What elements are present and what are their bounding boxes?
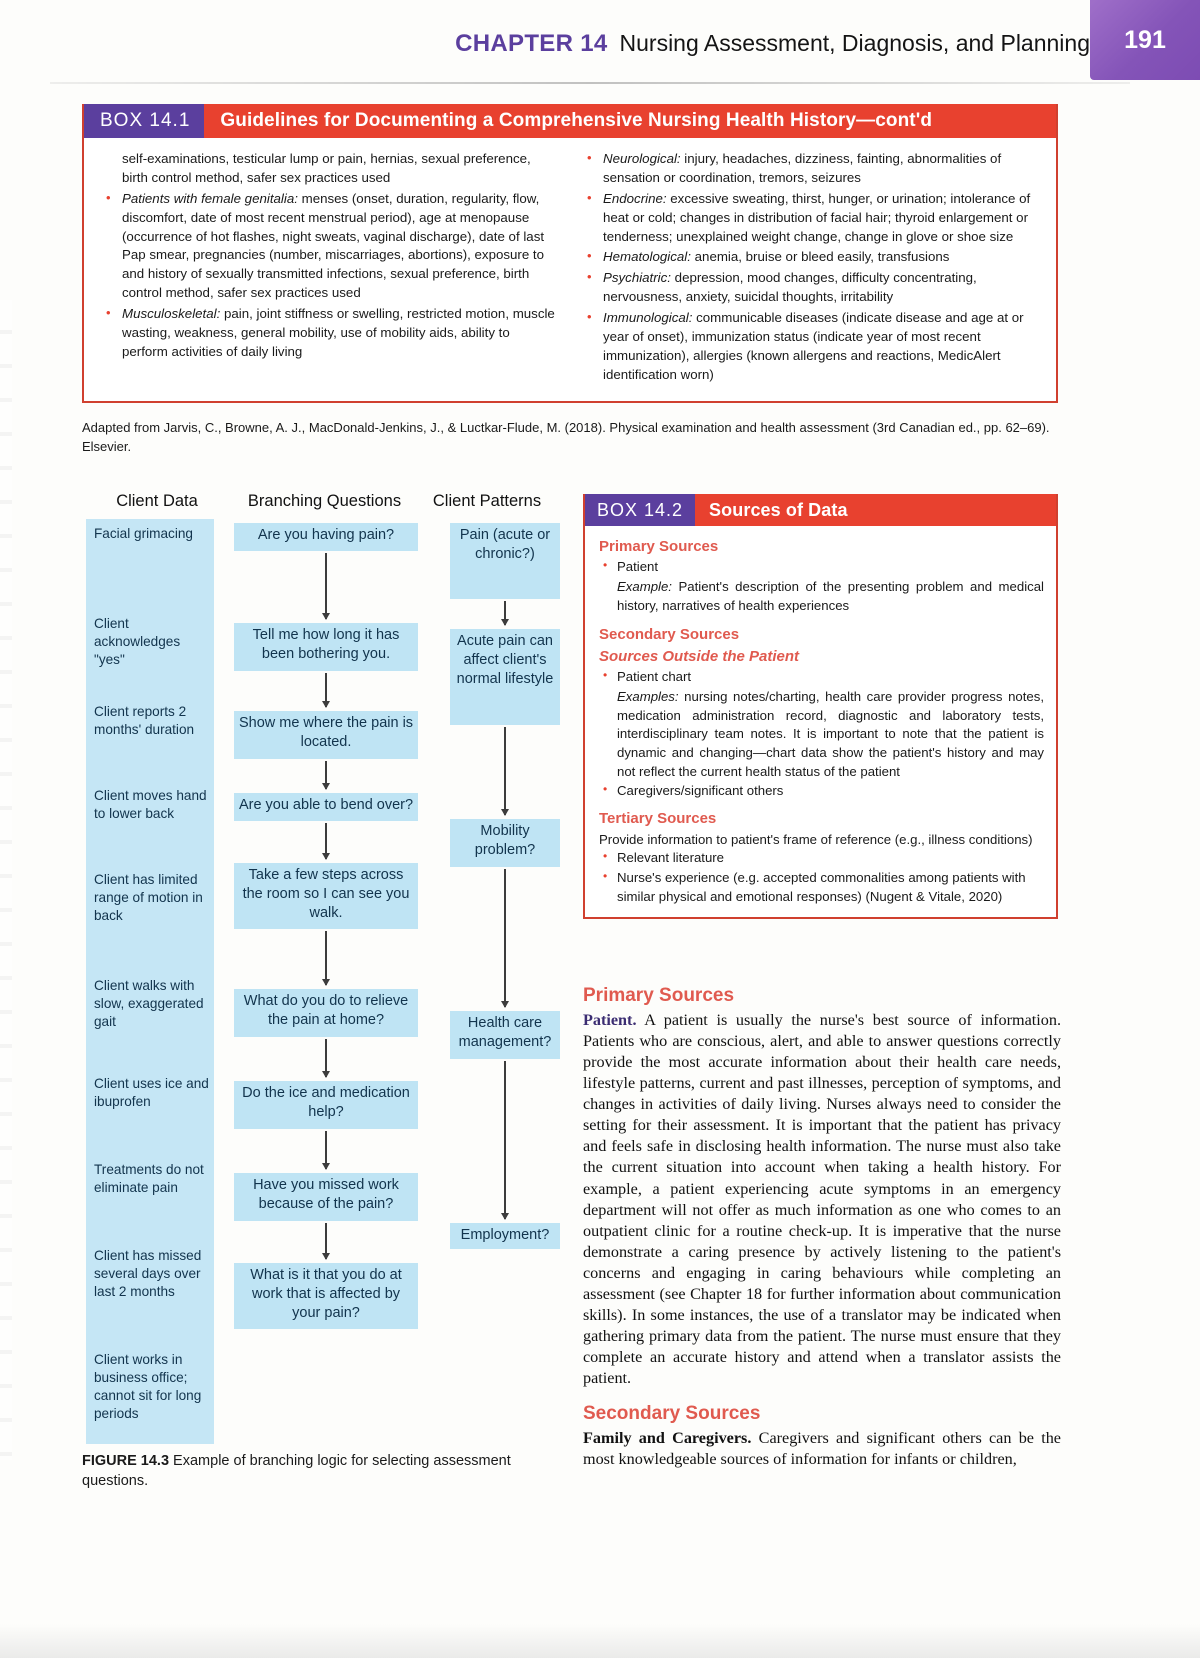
page-number-tab — [1090, 0, 1200, 80]
flow-arrow — [504, 727, 506, 815]
branching-question-box: Are you able to bend over? — [234, 793, 418, 821]
column-header-branching-questions: Branching Questions — [247, 492, 402, 510]
flow-arrow — [325, 1223, 327, 1259]
list-item — [102, 305, 557, 362]
box-14-1-title: Guidelines for Documenting a Comprehensive Nursing Health History—cont'd — [220, 110, 933, 131]
term-label: Immunological: — [603, 310, 693, 325]
term-text: depression, mood changes, difficulty concentrating, nervousness, anxiety, suicidal thoughts, irritability — [603, 270, 977, 305]
figure-body — [82, 519, 562, 1449]
run-in-head-family: Family and Caregivers. — [583, 1429, 752, 1448]
page-number: 191 — [1124, 25, 1166, 54]
box-14-1-continued-text: self-examinations, testicular lump or pain, hernias, sexual preference, birth control method, safer sex practices used — [122, 151, 531, 185]
branching-question-box: Do the ice and medication help? — [234, 1081, 418, 1129]
run-in-head-patient: Patient. — [583, 1011, 637, 1029]
term-label: Psychiatric: — [603, 270, 671, 286]
client-data-item: Client has missed several days over last 2 months — [94, 1248, 202, 1299]
header-rule — [50, 82, 1130, 84]
box-14-1 — [82, 104, 1058, 403]
term-text: pain, joint stiffness or swelling, restricted motion, muscle wasting, weakness, general mobility, use of mobility aids, ability to perform activities of daily living — [122, 306, 555, 359]
box-14-2-tag: BOX 14.2 — [585, 494, 695, 526]
figure-column-headers — [82, 492, 562, 511]
box-14-2-secondary-list-2 — [599, 782, 1044, 801]
heading-primary-sources: Primary Sources — [583, 985, 735, 1006]
box-14-1-header — [84, 104, 1056, 138]
column-header-client-patterns: Client Patterns — [432, 492, 542, 510]
box-14-1-right-column — [583, 150, 1038, 387]
flow-arrow — [325, 823, 327, 859]
flow-arrow — [325, 1039, 327, 1077]
list-item — [583, 309, 1038, 385]
box-14-2-primary-heading: Primary Sources — [599, 538, 719, 555]
box-14-2-title: Sources of Data — [709, 499, 848, 520]
box-14-1-body — [84, 138, 1056, 401]
box-14-1-left-list — [102, 190, 557, 362]
example-text: Patient's description of the presenting problem and medical history, narratives of health experiences — [617, 579, 1044, 613]
scan-edge-artifact — [0, 300, 12, 1460]
term-text: injury, headaches, dizziness, fainting, abnormalities of sensation or coordination, tremors, seizures — [603, 151, 1002, 185]
flow-arrow — [504, 601, 506, 625]
paragraph-text: A patient is usually the nurse's best source of information. Patients who are conscious, alert, and able to answer questions correctly provide the most accurate information about their health care needs, lifestyle patterns, current and past illnesses, perception of symptoms, and changes in activities of daily living. Nurses always need to consider the setting for their assessment. It is important that the patient has privacy and feels safe in disclosing health information. The nurse must also take the current situation into account when taking a health history. For example, a patient experiencing acute symptoms in an emergency department will not offer as much information as one who comes to an outpatient clinic for a routine check-up. It is imperative that the nurse demonstrate a caring presence by actively listening to the patient's concerns and engaging in caring behaviours while completing an assessment (see Chapter 18 for further information about communication skills). In some instances, the use of a translator may be indicated when gathering primary data from the patient. The nurse must ensure that they complete an accurate history and attend when a translator assists the patient. — [583, 1011, 1061, 1388]
flow-arrow — [325, 1131, 327, 1169]
branching-question-box: What do you do to relieve the pain at home? — [234, 989, 418, 1037]
client-data-item: Treatments do not eliminate pain — [94, 1162, 204, 1195]
flow-arrow — [325, 553, 327, 619]
client-data-item: Client moves hand to lower back — [94, 788, 207, 821]
branching-question-box: Are you having pain? — [234, 523, 418, 551]
client-pattern-box: Mobility problem? — [450, 819, 560, 867]
box-14-2-header — [585, 494, 1056, 526]
client-pattern-box: Pain (acute or chronic?) — [450, 523, 560, 599]
list-item — [583, 190, 1038, 247]
client-data-item: Client works in business office; cannot sit for long periods — [94, 1352, 202, 1421]
figure-14-3 — [82, 492, 562, 1452]
term-text: anemia, bruise or bleed easily, transfusions — [690, 249, 950, 265]
flow-arrow — [504, 1061, 506, 1219]
example-label: Examples: — [617, 688, 679, 704]
figure-caption-text: Example of branching logic for selecting assessment questions. — [82, 1453, 511, 1489]
running-head-title: Nursing Assessment, Diagnosis, and Planning — [619, 30, 1090, 56]
list-item: • Relevant literature — [599, 849, 1044, 868]
paragraph-family-caregivers — [583, 1428, 1061, 1470]
client-data-item: Client has limited range of motion in back — [94, 872, 203, 923]
box-14-1-left-column — [102, 150, 557, 387]
term-text: excessive sweating, thirst, hunger, or urination; intolerance of heat or cold; changes in distribution of facial hair; thyroid enlargement or tenderness; unexplained weight change, change in glove or shoe size — [603, 190, 1031, 244]
box-14-2-secondary-subheading: Sources Outside the Patient — [599, 647, 800, 665]
client-data-item: Client walks with slow, exaggerated gait — [94, 978, 204, 1029]
box-14-2-secondary-example — [599, 688, 1044, 782]
term-text: communicable diseases (indicate disease and age at or year of onset), immunization status (indicate year of most recent immunization), allergies (known allergens and reactions, MedicAlert identification worn) — [603, 310, 1024, 382]
heading-secondary-sources: Secondary Sources — [583, 1403, 761, 1425]
client-data-column — [86, 519, 214, 1444]
list-item — [583, 269, 1038, 307]
box-14-2-tertiary-list — [599, 849, 1044, 906]
client-pattern-box: Health care management? — [450, 1011, 560, 1059]
box-14-2-primary-list — [599, 558, 1044, 577]
term-label: Neurological: — [603, 151, 681, 166]
example-label: Example: — [617, 579, 672, 595]
box-14-2-secondary-heading: Secondary Sources — [599, 625, 740, 643]
box-14-1-tag: BOX 14.1 — [84, 104, 204, 138]
flow-arrow — [504, 869, 506, 1007]
list-item — [102, 190, 557, 303]
box-14-1-credit: Adapted from Jarvis, C., Browne, A. J., MacDonald-Jenkins, J., & Luctkar-Flude, M. (2018). Physical examination and health assessment (3rd Canadian ed., pp. 62–69). Elsevier. — [82, 420, 1050, 454]
flow-arrow — [325, 673, 327, 707]
box-14-2-body — [585, 526, 1056, 917]
box-14-2 — [583, 494, 1058, 919]
branching-question-box: Show me where the pain is located. — [234, 711, 418, 759]
list-item — [583, 248, 1038, 267]
flow-arrow — [325, 761, 327, 789]
term-label: Patients with female genitalia: — [122, 190, 298, 206]
body-column — [583, 985, 1061, 1470]
client-data-item: Client uses ice and ibuprofen — [94, 1076, 209, 1109]
branching-question-box: Take a few steps across the room so I can see you walk. — [234, 863, 418, 929]
list-item — [583, 150, 1038, 188]
term-label: Musculoskeletal: — [122, 306, 221, 321]
example-text: nursing notes/charting, health care provider progress notes, medication administration record, diagnostic and laboratory tests, interdisciplinary team notes. It is important to note that the patient is dynamic and changing—chart data show the patient's history and may not reflect the current health status of the patient — [617, 688, 1044, 779]
client-pattern-box: Employment? — [450, 1223, 560, 1249]
list-item: • Nurse's experience (e.g. accepted commonalities among patients with similar physical and emotional responses) (Nugent & Vitale, 2020) — [599, 869, 1044, 906]
branching-question-box: Tell me how long it has been bothering you. — [234, 623, 418, 671]
figure-caption-label: FIGURE 14.3 — [82, 1453, 170, 1469]
box-14-2-tertiary-heading: Tertiary Sources — [599, 810, 717, 828]
term-text: menses (onset, duration, regularity, flow, discomfort, date of most recent menstrual period), age at menopause (occurrence of hot flashes, night sweats, vaginal discharge), date of last Pap smear, pregnancies (number, miscarriages, abortions), exposure to and history of sexually transmitted infections, sexual preference, birth control method, safer sex practices used — [122, 190, 545, 301]
page-bottom-shadow — [0, 1624, 1200, 1658]
box-14-2-tertiary-intro: Provide information to patient's frame of reference (e.g., illness conditions) — [599, 831, 1033, 847]
flow-arrow — [325, 931, 327, 985]
client-data-item: Facial grimacing — [94, 526, 193, 541]
chapter-label: CHAPTER 14 — [455, 30, 608, 57]
list-item: • Patient — [599, 558, 1044, 577]
paragraph-text: Caregivers and significant others can be the most knowledgeable sources of information for infants or children, — [583, 1429, 1061, 1469]
branching-question-box: What is it that you do at work that is affected by your pain? — [234, 1263, 418, 1329]
box-14-2-secondary-list-1 — [599, 668, 1044, 687]
list-item: • Patient chart — [599, 668, 1044, 687]
client-data-item: Client reports 2 months' duration — [94, 704, 195, 737]
running-head — [0, 25, 1200, 80]
branching-question-box: Have you missed work because of the pain? — [234, 1173, 418, 1221]
paragraph-patient — [583, 1010, 1061, 1389]
figure-14-3-caption — [82, 1452, 562, 1491]
client-data-item: Client acknowledges "yes" — [94, 616, 181, 667]
list-item: • Caregivers/significant others — [599, 782, 1044, 801]
term-label: Hematological: — [603, 249, 691, 265]
box-14-2-primary-example — [599, 578, 1044, 615]
column-header-client-data: Client Data — [116, 492, 198, 510]
term-label: Endocrine: — [603, 190, 667, 206]
client-pattern-box: Acute pain can affect client's normal lifestyle — [450, 629, 560, 725]
box-14-1-right-list — [583, 150, 1038, 385]
